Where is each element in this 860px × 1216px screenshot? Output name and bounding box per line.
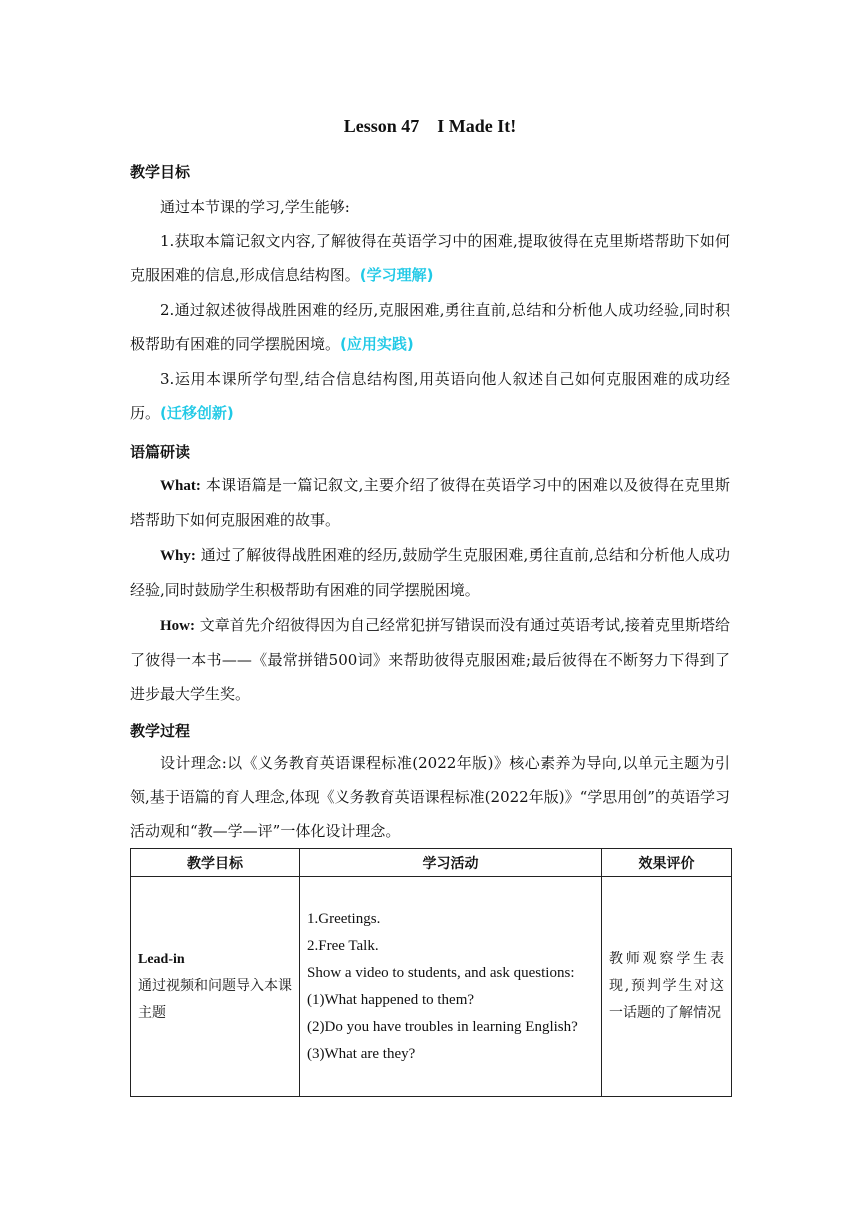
objective-item-1-text: 1.获取本篇记叙文内容,了解彼得在英语学习中的困难,提取彼得在克里斯塔帮助下如何克服困难的信息,形成信息结构图。 [130,232,730,284]
how-label: How: [160,618,195,634]
table-row [131,877,732,1097]
objectives-intro: 通过本节课的学习,学生能够: [160,198,350,216]
what-label: What: [160,478,201,494]
goal-cell [131,877,300,1097]
evaluation-cell [602,877,732,1097]
activity-line-1: 1.Greetings. [307,910,381,927]
goal-label: Lead-in [138,952,185,967]
objective-item-1 [130,224,730,292]
reading-heading: 语篇研读 [130,443,191,461]
design-concept: 设计理念:以《义务教育英语课程标准(2022年版)》核心素养为导向,以单元主题为引领,基于语篇的育人理念,体现《义务教育英语课程标准(2022年版)》“学思用创”的英语学习活动观和“教—学—评”一体化设计理念。 [130,754,730,840]
objective-item-3-text: 3.运用本课所学句型,结合信息结构图,用英语向他人叙述自己如何克服困难的成功经历。 [130,370,730,422]
activity-line-2: 2.Free Talk. [307,937,379,954]
activity-line-6: (3)What are they? [307,1045,416,1062]
activity-line-3: Show a video to students, and ask questions: [307,964,575,981]
objectives-heading: 教学目标 [130,163,191,181]
why-text: 通过了解彼得战胜困难的经历,鼓励学生克服困难,勇往直前,总结和分析他人成功经验,同时鼓励学生积极帮助有困难的同学摆脱困境。 [130,546,730,599]
activity-line-5: (2)Do you have troubles in learning English? [307,1018,578,1035]
header-goal: 教学目标 [131,849,300,877]
how-text: 文章首先介绍彼得因为自己经常犯拼写错误而没有通过英语考试,接着克里斯塔给了彼得一本书——《最常拼错500词》来帮助彼得克服困难;最后彼得在不断努力下得到了进步最大学生奖。 [130,616,730,703]
process-heading: 教学过程 [130,722,191,740]
objective-item-3 [130,362,730,430]
lesson-title: Lesson 47 I Made It! [343,116,517,136]
activity-line-4: (1)What happened to them? [307,991,475,1008]
goal-text: 通过视频和问题导入本课主题 [138,978,292,1021]
why-label: Why: [160,548,196,564]
objective-item-1-tag: (学习理解) [359,266,434,284]
activity-cell [300,877,602,1097]
what-text: 本课语篇是一篇记叙文,主要介绍了彼得在英语学习中的困难以及彼得在克里斯塔帮助下如何克服困难的故事。 [130,476,730,529]
objective-item-2-text: 2.通过叙述彼得战胜困难的经历,克服困难,勇往直前,总结和分析他人成功经验,同时积极帮助有困难的同学摆脱困境。 [130,301,730,353]
reading-how [130,608,730,711]
reading-what [130,468,730,537]
objective-item-2 [130,293,730,361]
header-evaluation: 效果评价 [602,849,732,877]
table-header-row [131,849,732,877]
lesson-plan-table [130,848,732,1097]
header-activity: 学习活动 [300,849,602,877]
objective-item-3-tag: (迁移创新) [160,404,234,422]
objective-item-2-tag: (应用实践) [340,335,414,353]
reading-why [130,538,730,607]
evaluation-text: 教师观察学生表现,预判学生对这一话题的了解情况 [609,951,724,1021]
